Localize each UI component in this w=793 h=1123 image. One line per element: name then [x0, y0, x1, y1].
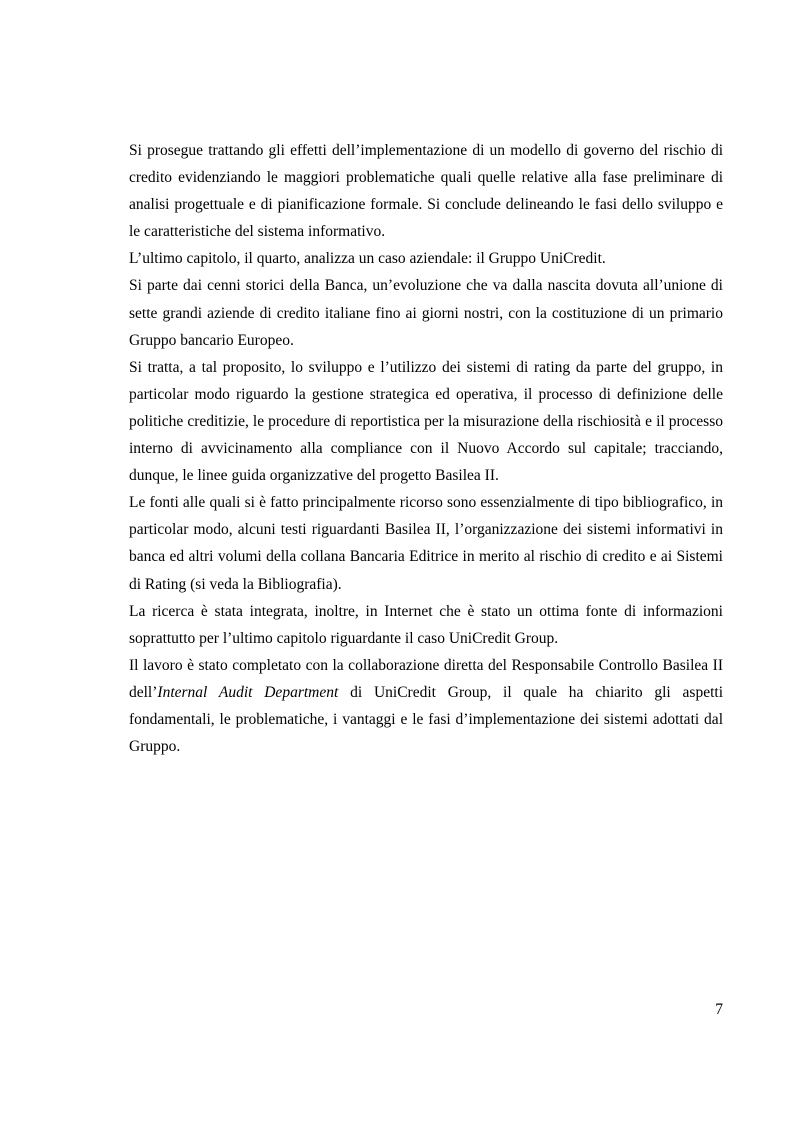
body-text [129, 137, 723, 760]
paragraph-2: L’ultimo capitolo, il quarto, analizza un caso aziendale: il Gruppo UniCredit. [129, 250, 606, 268]
paragraph-7-part1: Il lavoro è stato completato con la collaborazione diretta del Responsabile Controllo Basilea II dell’ [129, 656, 723, 701]
paragraph-7 [129, 652, 723, 760]
paragraph-6: La ricerca è stata integrata, inoltre, in Internet che è stato un ottima fonte di informazioni soprattutto per l’ultimo capitolo riguardante il caso UniCredit Group. [129, 602, 723, 647]
paragraph-4: Si tratta, a tal proposito, lo sviluppo e l’utilizzo dei sistemi di rating da parte del gruppo, in particolar modo riguardo la gestione strategica ed operativa, il processo di definizione delle politiche creditizie, le procedure di reportistica per la misurazione della rischiosità e il processo interno di avvicinamento alla compliance con il Nuovo Accordo sul capitale; tracciando, dunque, le linee guida organizzative del progetto Basilea II. [129, 358, 723, 485]
paragraph-7-italic: Internal Audit Department [157, 683, 339, 701]
paragraph-3: Si parte dai cenni storici della Banca, un’evoluzione che va dalla nascita dovuta all’unione di sette grandi aziende di credito italiane fino ai giorni nostri, con la costituzione di un primario Gruppo bancario Europeo. [129, 277, 723, 349]
paragraph-5: Le fonti alle quali si è fatto principalmente ricorso sono essenzialmente di tipo bibliografico, in particolar modo, alcuni testi riguardanti Basilea II, l’organizzazione dei sistemi informativi in banca ed altri volumi della collana Bancaria Editrice in merito al rischio di credito e ai Sistemi di Rating (si veda la Bibliografia). [129, 494, 723, 593]
paragraph-7-part2: di UniCredit Group, il quale ha chiarito gli aspetti fondamentali, le problematiche, i vantaggi e le fasi d’implementazione dei sistemi adottati dal Gruppo. [129, 683, 723, 756]
paragraph-1: Si prosegue trattando gli effetti dell’implementazione di un modello di governo del rischio di credito evidenziando le maggiori problematiche quali quelle relative alla fase preliminare di analisi progettuale e di pianificazione formale. Si conclude delineando le fasi dello sviluppo e le caratteristiche del sistema informativo. [129, 142, 723, 241]
page-number: 7 [715, 1001, 723, 1018]
